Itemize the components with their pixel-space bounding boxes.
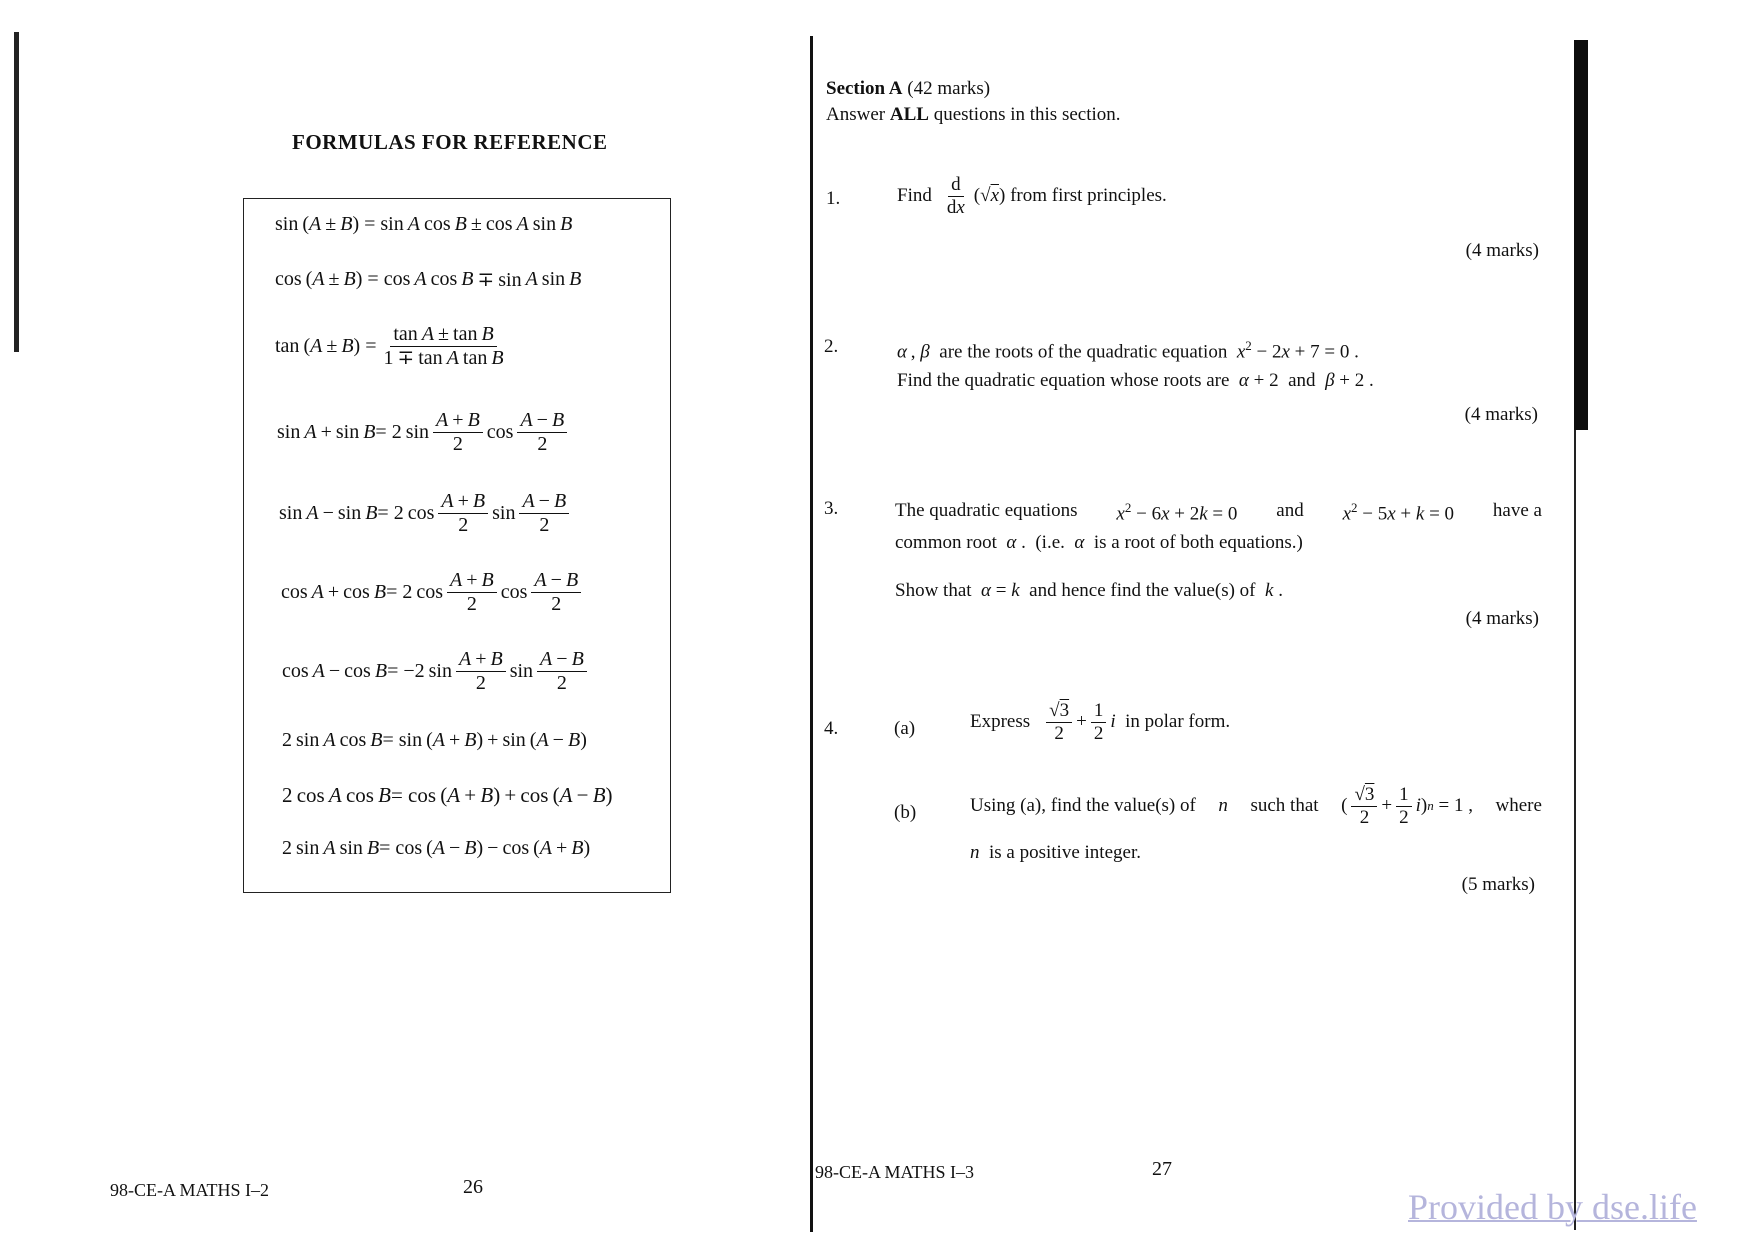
section-heading (826, 78, 990, 100)
question-4a-text: Express $\frac{√3}{2}$ + $\frac{1}{2}$ i in polar form. (970, 700, 1231, 744)
question-3-line-2: common root α . (i.e. α is a root of both equations.) (895, 532, 1303, 553)
question-4b-label: (b) (894, 802, 917, 823)
formula-2cos-cos: 2 cos A cos B = cos ( A + B ) + cos ( A − B ) (282, 783, 613, 807)
watermark-link[interactable]: Provided by dse.life (1408, 1187, 1697, 1227)
formula-sin-plus-sin: sin A + sin B = 2 sin $\frac{A + B}{2}$ cos $\frac{A - B}{2}$ (277, 409, 571, 456)
formula-cos-sum: cos ( A ± B ) = cos A cos B ∓ sin A sin B (275, 268, 582, 291)
question-1-marks: (4 marks) (1465, 240, 1539, 261)
question-4a-label: (a) (894, 718, 916, 739)
formula-2sin-cos: 2 sin A cos B = sin ( A + B ) + sin ( A − B ) (282, 729, 587, 751)
right-page-number: 27 (1152, 1158, 1172, 1180)
formula-box (243, 198, 671, 893)
question-2-line-1: α , β are the roots of the quadratic equation $x^2 - 2x + 7 = 0$ . (897, 338, 1359, 363)
formula-tan-sum: tan ( A ± B ) = $\frac{\text{tan A ± tan B}}{\text{1 ∓ tan A tan B}}$ (275, 323, 504, 369)
left-edge-shadow (14, 32, 19, 352)
section-instruction: Answer ALL questions in this section. (826, 104, 1121, 125)
formula-cos-minus-cos: cos A − cos B = −2 sin $\frac{A + B}{2}$ sin $\frac{A - B}{2}$ (282, 648, 591, 695)
formula-cos-plus-cos: cos A + cos B = 2 cos $\frac{A + B}{2}$ cos $\frac{A - B}{2}$ (281, 569, 585, 616)
formula-2sin-sin: 2 sin A sin B = cos ( A − B ) − cos ( A + B ) (282, 837, 591, 859)
question-2-marks: (4 marks) (1464, 404, 1538, 425)
question-3-line-1: The quadratic equations $x^2 - 6x + 2k = 0$ and $x^2 - 5x + k = 0$ have a (895, 500, 1542, 525)
question-2-number: 2. (824, 336, 839, 357)
section-marks: (42 marks) (907, 78, 991, 99)
question-4-marks: (5 marks) (1461, 874, 1535, 895)
right-edge-band (1574, 40, 1588, 430)
question-3-line-3: Show that α = k and hence find the value(s) of k . (895, 580, 1283, 601)
question-4-number: 4. (824, 718, 839, 739)
right-edge-line (1574, 430, 1576, 1230)
formula-sin-minus-sin: sin A − sin B = 2 cos $\frac{A + B}{2}$ sin $\frac{A - B}{2}$ (279, 490, 573, 537)
left-page-number: 26 (463, 1176, 483, 1198)
question-2-line-2: Find the quadratic equation whose roots are α + 2 and β + 2 . (897, 370, 1374, 391)
question-3-marks: (4 marks) (1465, 608, 1539, 629)
question-4b-line-2: n is a positive integer. (970, 842, 1141, 863)
formula-sin-sum: sin ( A ± B ) = sin A cos B ± cos A sin B (275, 213, 573, 235)
question-1-number: 1. (826, 188, 841, 209)
question-3-number: 3. (824, 498, 839, 519)
center-binding-line (810, 36, 813, 1232)
question-1-text: Find $\frac{d}{dx}$ (√x) from first principles. (897, 174, 1167, 218)
right-footer-code: 98-CE-A MATHS I–3 (815, 1162, 975, 1182)
question-4b-line-1: Using (a), find the value(s) of n such that ( $\frac{√3}{2}$ + $\frac{1}{2}$ i ) n = 1 , where (970, 784, 1542, 828)
formulas-title: FORMULAS FOR REFERENCE (292, 130, 608, 154)
section-label: Section A (826, 78, 903, 99)
left-footer-code: 98-CE-A MATHS I–2 (110, 1180, 270, 1200)
